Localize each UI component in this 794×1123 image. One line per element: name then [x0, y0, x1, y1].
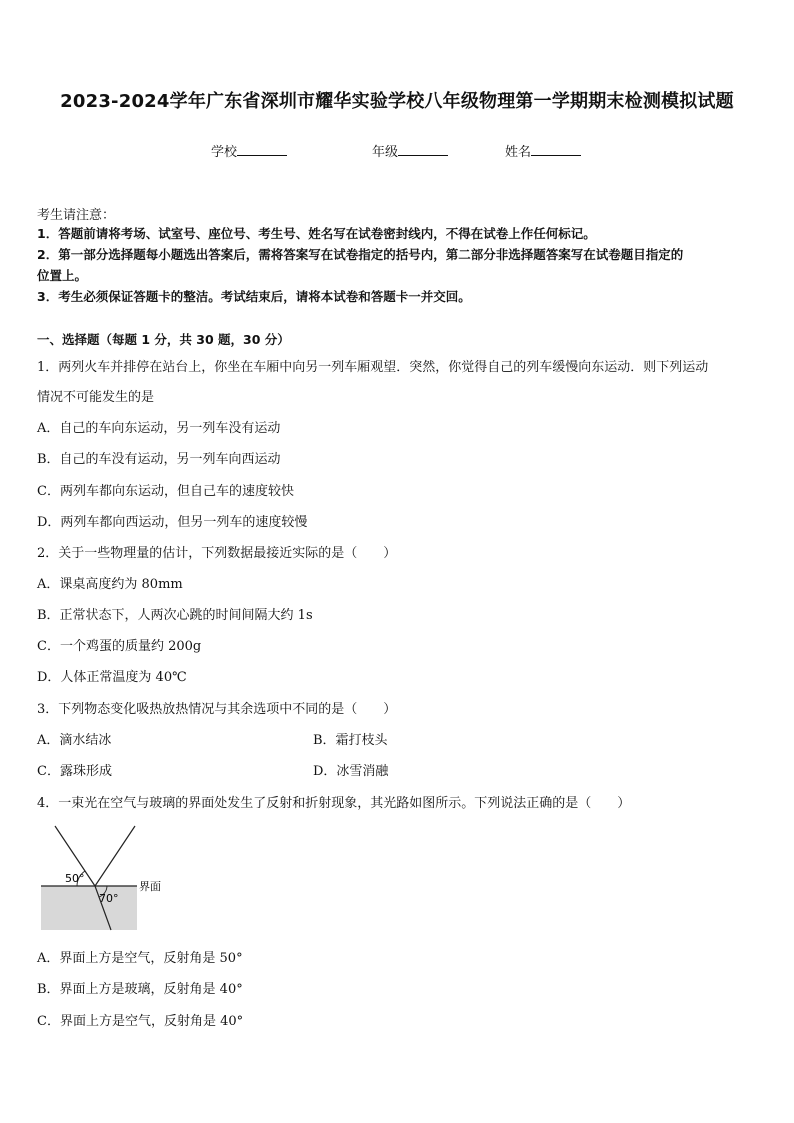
q2-option-b: B．正常状态下，人两次心跳的时间间隔大约 1s — [37, 608, 313, 623]
q4-option-c: C．界面上方是空气，反射角是 40° — [37, 1014, 244, 1029]
q1-option-c: C．两列车都向东运动，但自己车的速度较快 — [37, 484, 294, 499]
notice-item-2: 2．第一部分选择题每小题选出答案后，需将答案写在试卷指定的括号内，第二部分非选择题答案写在试卷题目指定的 — [37, 247, 684, 262]
q4-option-a: A．界面上方是空气，反射角是 50° — [37, 951, 243, 966]
angle-label-70: 70° — [99, 892, 119, 905]
name-field — [505, 141, 581, 160]
page-title: 2023-2024学年广东省深圳市耀华实验学校八年级物理第一学期期末检测模拟试题 — [60, 91, 734, 112]
q3-option-c: C．露珠形成 — [37, 764, 112, 779]
interface-label: 界面 — [139, 880, 161, 893]
q4-option-b: B．界面上方是玻璃，反射角是 40° — [37, 982, 243, 997]
q2-option-d: D．人体正常温度为 40℃ — [37, 670, 187, 685]
q1-option-d: D．两列车都向西运动，但另一列车的速度较慢 — [37, 515, 308, 530]
reflected-ray — [95, 826, 135, 886]
notice-item-2-cont: 位置上。 — [37, 268, 88, 283]
school-blank — [237, 143, 287, 156]
q3-option-a: A．滴水结冰 — [37, 733, 112, 748]
name-label: 姓名 — [505, 145, 532, 160]
glass-region — [41, 886, 137, 930]
notice-heading: 考生请注意： — [37, 208, 116, 223]
school-label: 学校 — [211, 145, 238, 160]
name-blank — [531, 143, 581, 156]
q2-stem: 2．关于一些物理量的估计，下列数据最接近实际的是（ ） — [37, 546, 397, 561]
q1-stem-cont: 情况不可能发生的是 — [37, 390, 155, 405]
section-heading: 一、选择题（每题 1 分，共 30 题，30 分） — [37, 332, 290, 347]
q1-stem: 1．两列火车并排停在站台上，你坐在车厢中向另一列车厢观望．突然，你觉得自己的列车缓慢向东运动．则下列运动 — [37, 360, 709, 375]
school-field — [211, 141, 287, 160]
q4-stem: 4．一束光在空气与玻璃的界面处发生了反射和折射现象，其光路如图所示。下列说法正确的是（ ） — [37, 796, 631, 811]
q1-option-b: B．自己的车没有运动，另一列车向西运动 — [37, 452, 281, 467]
notice-item-3: 3．考生必须保证答题卡的整洁。考试结束后，请将本试卷和答题卡一并交回。 — [37, 289, 471, 304]
q3-option-b: B．霜打枝头 — [313, 733, 388, 748]
q2-option-a: A．课桌高度约为 80mm — [37, 577, 183, 592]
refraction-diagram — [37, 822, 172, 932]
notice-item-1: 1．答题前请将考场、试室号、座位号、考生号、姓名写在试卷密封线内，不得在试卷上作任何标记。 — [37, 226, 596, 241]
q3-option-d: D．冰雪消融 — [313, 764, 389, 779]
q1-option-a: A．自己的车向东运动，另一列车没有运动 — [37, 421, 281, 436]
q3-stem: 3．下列物态变化吸热放热情况与其余选项中不同的是（ ） — [37, 702, 397, 717]
grade-field — [372, 141, 448, 160]
angle-label-50: 50° — [65, 872, 85, 885]
q2-option-c: C．一个鸡蛋的质量约 200g — [37, 639, 202, 654]
grade-label: 年级 — [372, 145, 399, 160]
grade-blank — [398, 143, 448, 156]
